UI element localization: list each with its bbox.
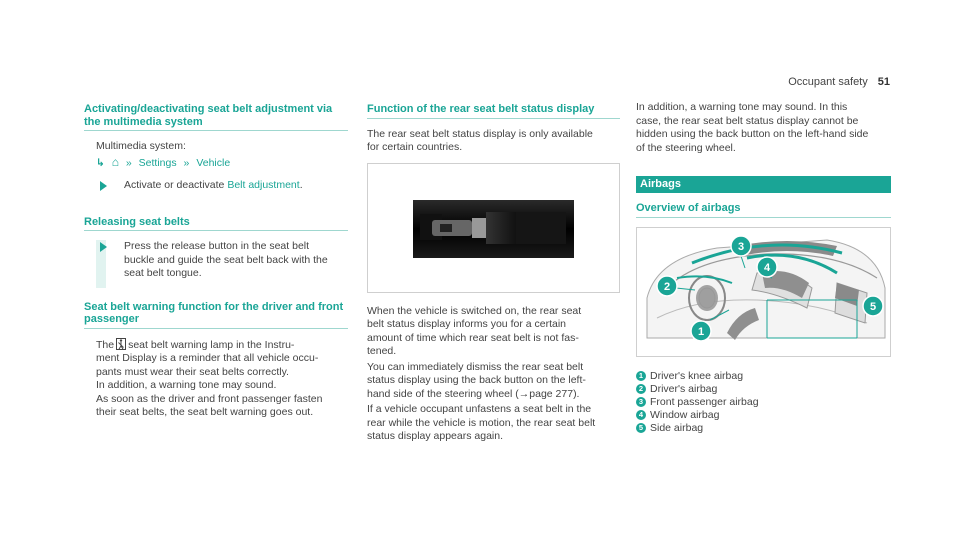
step-line: Press the release button in the seat belt — [124, 240, 310, 252]
airbag-legend — [636, 370, 891, 435]
legend-label: Driver's airbag — [650, 382, 718, 395]
legend-number: 1 — [636, 371, 646, 381]
svg-text:2: 2 — [663, 280, 671, 293]
belt-adjustment-link[interactable]: Belt adjustment — [227, 179, 300, 191]
para-text: The — [96, 338, 115, 351]
menu-path — [84, 156, 348, 171]
para-line: You can immediately dismiss the rear seat belt — [367, 360, 584, 373]
rear-display-para-1 — [367, 128, 620, 155]
section-name: Occupant safety — [788, 76, 868, 88]
svg-text:1: 1 — [697, 325, 705, 338]
column-right — [636, 103, 891, 435]
rear-display-para-4 — [367, 403, 620, 444]
para-text: ). — [573, 387, 580, 400]
para-line: amount of time which rear seat belt is not fas- — [367, 331, 579, 344]
para-line: case, the rear seat belt status display cannot be — [636, 114, 859, 127]
column-left — [84, 103, 348, 420]
multimedia-label: Multimedia system: — [96, 140, 186, 152]
legend-item — [636, 383, 891, 396]
vehicle-link[interactable]: Vehicle — [196, 156, 231, 169]
step-release — [84, 240, 348, 281]
seat-belt-display-illustration — [368, 164, 619, 292]
airbags-heading: Airbags — [636, 176, 891, 193]
step-line: seat belt tongue. — [124, 267, 202, 279]
legend-label: Front passenger airbag — [650, 395, 759, 408]
para-line: tened. — [367, 345, 397, 357]
callout-5 — [863, 296, 883, 316]
title-line: passenger — [84, 313, 140, 325]
para-line: rear while the vehicle is motion, the rear seat belt — [367, 416, 596, 429]
para-line: The rear seat belt status display is only available — [367, 127, 593, 140]
callout-4 — [757, 257, 777, 278]
step-activate — [84, 179, 348, 193]
seat-belt-warning-icon — [116, 338, 126, 350]
legend-item — [636, 409, 891, 422]
section-title-belt-adjustment — [84, 103, 348, 131]
step-arrow-icon — [100, 181, 107, 191]
warning-para-1 — [84, 338, 348, 420]
para-line: ment Display is a reminder that all vehicle occu- — [96, 352, 319, 364]
para-line: When the vehicle is switched on, the rear seat — [367, 304, 582, 317]
section-title-rear-belt-display: Function of the rear seat belt status display — [367, 103, 620, 119]
legend-number: 3 — [636, 397, 646, 407]
title-line: Seat belt warning function for the driver and front — [84, 300, 344, 313]
return-arrow-icon: ↳ — [96, 156, 105, 169]
step-line: buckle and guide the seat belt back with the — [124, 253, 328, 266]
double-chevron-icon: » — [183, 156, 190, 169]
legend-label: Window airbag — [650, 408, 720, 421]
para-line: their seat belts, the seat belt warning goes out. — [96, 406, 314, 418]
para-line: hidden using the back button on the left-hand side — [636, 128, 869, 140]
page-number: 51 — [877, 76, 890, 88]
title-line: Activating/deactivating seat belt adjustment via — [84, 103, 333, 115]
section-title-warning — [84, 301, 348, 329]
para-line: In addition, a warning tone may sound. In this — [636, 101, 848, 113]
legend-number: 4 — [636, 410, 646, 420]
step-arrow-icon — [100, 242, 107, 252]
rear-display-para-3 — [367, 361, 620, 402]
step-text: Activate or deactivate — [124, 179, 228, 191]
para-line: As soon as the driver and front passenger fasten — [96, 392, 323, 405]
legend-label: Side airbag — [650, 421, 704, 434]
para-text: seat belt warning lamp in the Instru- — [128, 338, 295, 351]
section-title-overview-airbags: Overview of airbags — [636, 202, 891, 218]
para-line: of the steering wheel. — [636, 141, 736, 154]
home-icon[interactable]: ⌂ — [111, 154, 119, 169]
para-line: In addition, a warning tone may sound. — [96, 379, 277, 391]
step-body — [84, 240, 348, 281]
section-title-releasing: Releasing seat belts — [84, 216, 348, 232]
title-line: the multimedia system — [84, 115, 203, 128]
legend-label: Driver's knee airbag — [650, 369, 744, 382]
para-line: pants must wear their seat belts correctly. — [96, 365, 289, 378]
legend-item — [636, 370, 891, 383]
airbag-diagram — [637, 228, 890, 356]
legend-item — [636, 396, 891, 409]
legend-item — [636, 422, 891, 435]
para-line: for certain countries. — [367, 141, 463, 153]
para-line: status display using the back button on the left- — [367, 374, 586, 386]
para-line — [96, 338, 348, 353]
para-line: If a vehicle occupant unfastens a seat belt in the — [367, 403, 592, 415]
warning-tone-para — [636, 101, 891, 155]
para-line: belt status display informs you for a certain — [367, 318, 567, 330]
page-header — [788, 76, 890, 90]
airbag-overview-image — [636, 227, 891, 357]
settings-link[interactable]: Settings — [138, 156, 177, 169]
rear-display-para-2 — [367, 305, 620, 359]
page-reference-link[interactable]: page 277 — [529, 387, 574, 400]
svg-text:5: 5 — [869, 300, 877, 313]
arrow-reference-icon: → — [518, 387, 530, 400]
para-line — [367, 388, 620, 402]
para-line: status display appears again. — [367, 430, 504, 442]
legend-number: 2 — [636, 384, 646, 394]
column-middle — [367, 103, 620, 444]
para-text: hand side of the steering wheel ( — [367, 387, 519, 400]
svg-text:4: 4 — [763, 261, 771, 274]
legend-number: 5 — [636, 423, 646, 433]
rear-belt-display-image — [367, 163, 620, 293]
double-chevron-icon: » — [125, 156, 132, 169]
step-text: . — [299, 179, 303, 191]
svg-text:3: 3 — [737, 240, 745, 253]
